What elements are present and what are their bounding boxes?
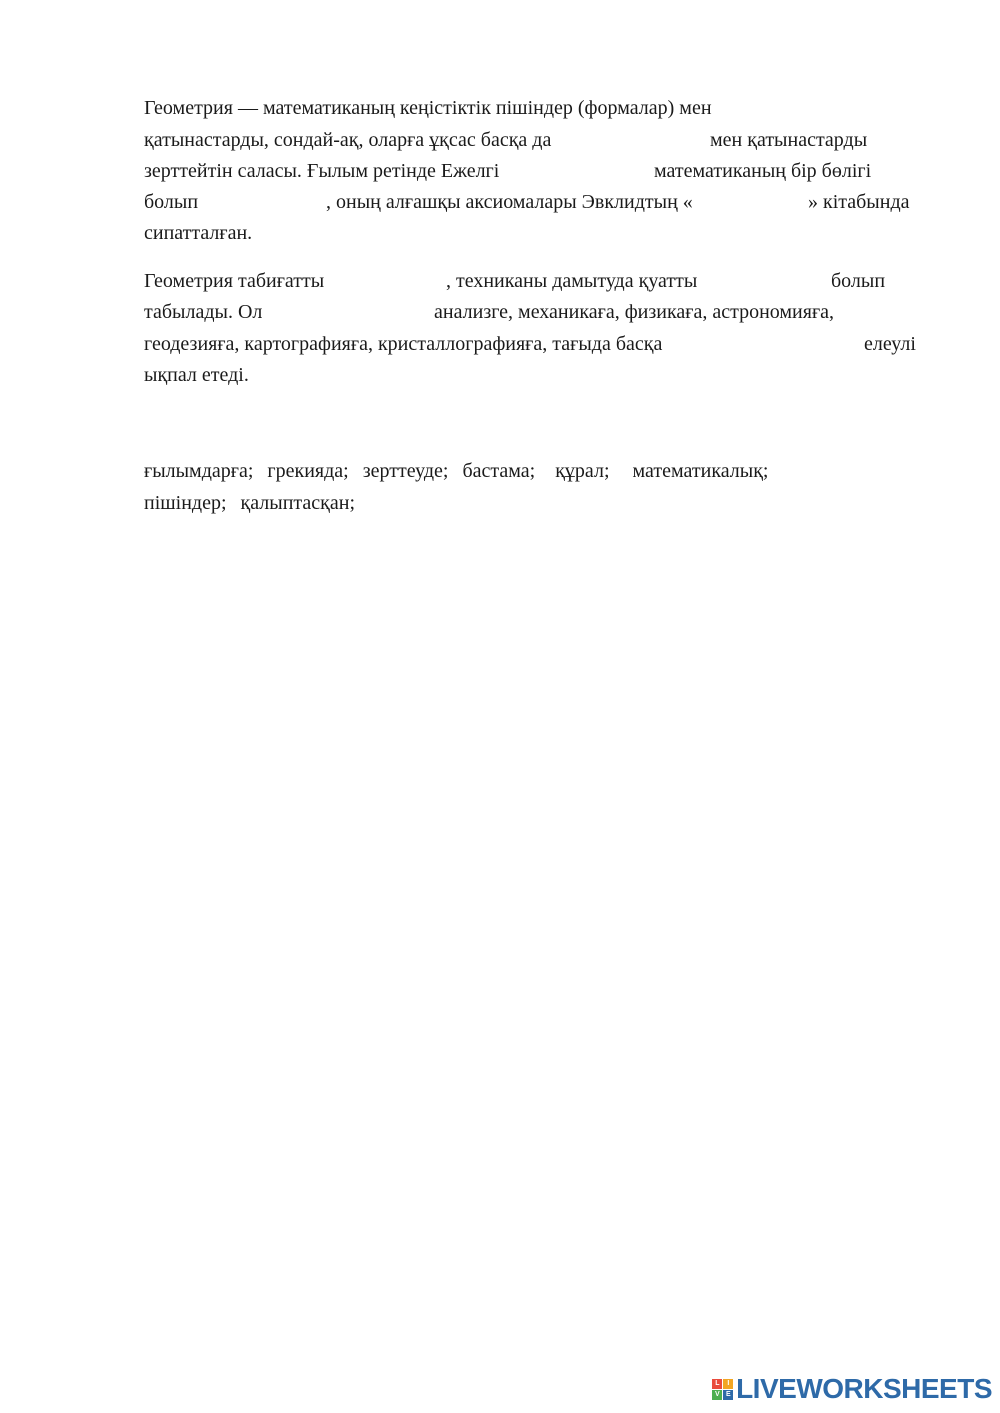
paragraph1-line3-start: зерттейтін саласы. Ғылым ретінде Ежелгі: [144, 160, 500, 182]
logo-tile: E: [723, 1390, 733, 1400]
paragraph1-line4-middle: , оның алғашқы аксиомалары Эвклидтың «: [326, 191, 693, 213]
logo-tile: V: [712, 1390, 722, 1400]
paragraph2-line3-start: геодезияға, картографияға, кристаллографияға, тағыда басқа: [144, 333, 663, 355]
word-bank-item[interactable]: грекияда;: [267, 460, 349, 482]
logo-text: LIVEWORKSHEETS: [736, 1373, 992, 1404]
logo-mark-icon: [712, 1379, 733, 1400]
word-bank-item[interactable]: құрал;: [555, 460, 610, 482]
word-bank-item[interactable]: математикалық;: [632, 460, 769, 482]
word-bank-item[interactable]: қалыптасқан;: [240, 492, 356, 514]
paragraph1-line3-end: математиканың бір бөлігі: [654, 160, 872, 182]
liveworksheets-logo: [712, 1373, 992, 1405]
paragraph1-line2-end: мен қатынастарды: [710, 129, 868, 151]
paragraph2-line3-end: елеулі: [864, 333, 916, 355]
paragraph1-line4-end: » кітабында: [808, 191, 910, 213]
paragraph2-line1-end: болып: [831, 270, 886, 292]
paragraph1-line5: сипатталған.: [144, 222, 253, 244]
paragraph2-line4: ықпал етеді.: [144, 364, 249, 386]
paragraph1-line4-start: болып: [144, 191, 199, 213]
word-bank-item[interactable]: ғылымдарға;: [144, 460, 254, 482]
paragraph2-line1-start: Геометрия табиғатты: [144, 270, 325, 292]
word-bank-row2: [144, 491, 364, 515]
word-bank-row1: [144, 459, 778, 483]
logo-tile: I: [723, 1379, 733, 1389]
paragraph1-line2-start: қатынастарды, сондай-ақ, оларға ұқсас басқа да: [144, 129, 552, 151]
paragraph1-line1: Геометрия — математиканың кеңістіктік пішіндер (формалар) мен: [144, 97, 712, 119]
word-bank-item[interactable]: пішіндер;: [144, 492, 227, 514]
paragraph2-line2-start: табылады. Ол: [144, 301, 263, 323]
paragraph2-line2-end: анализге, механикаға, физикаға, астрономияға,: [434, 301, 835, 323]
paragraph2-line1-middle: , техниканы дамытуда қуатты: [446, 270, 698, 292]
word-bank-item[interactable]: бастама;: [462, 460, 536, 482]
word-bank-item[interactable]: зерттеуде;: [362, 460, 449, 482]
logo-tile: L: [712, 1379, 722, 1389]
